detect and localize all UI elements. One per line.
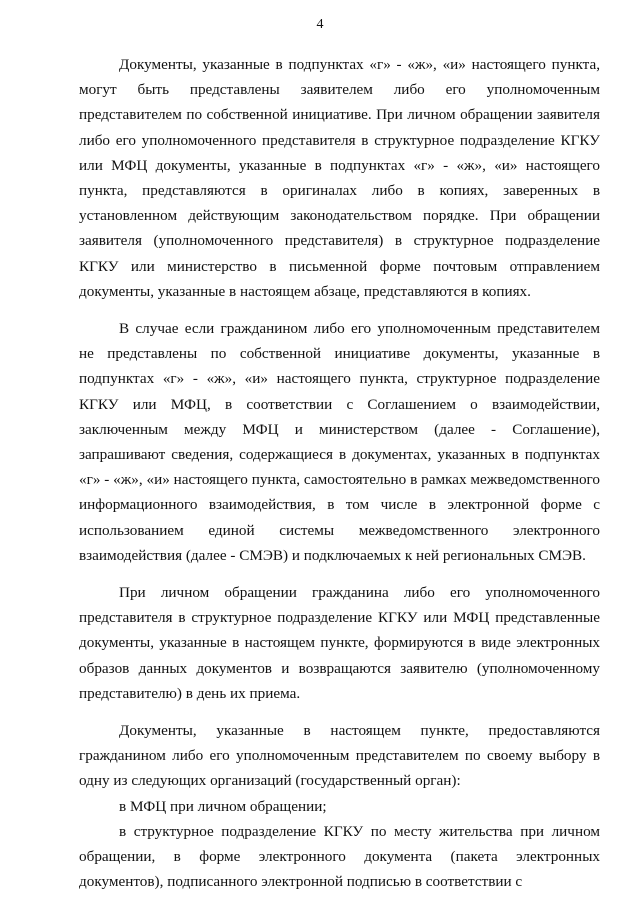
list-item-mfc: в МФЦ при личном обращении; — [119, 797, 327, 815]
paragraph-documents-submission: Документы, указанные в подпунктах «г» - «ж», «и» настоящего пункта, могут быть представлены заявителем либо его уполномоченным представителем по собственной инициативе. При личном обращении заявителя либо его уполномоченного представителя в структурное подразделение КГКУ или МФЦ документы, указанные в подпунктах «г» - «ж», «и» настоящего пункта, представляются в оригиналах либо в копиях, заверенных в установленном действующим законодательством порядке. При обращении заявителя (уполномоченного представителя) в структурное подразделение КГКУ или министерство в письменной форме почтовым отправлением документы, указанные в настоящем абзаце, представляются в копиях. — [79, 56, 600, 300]
paragraph-organization-choice: Документы, указанные в настоящем пункте, предоставляются гражданином либо его уполномоченным представителем по своему выбору в одну из следующих организаций (государственный орган): — [79, 722, 600, 790]
paragraph-interagency-request: В случае если гражданином либо его уполномоченным представителем не представлены по собственной инициативе документы, указанные в подпунктах «г» - «ж», «и» настоящего пункта, структурное подразделение КГКУ или МФЦ, в соответствии с Соглашением о взаимодействии, заключенным между МФЦ и министерством (далее - Соглашение), запрашивают сведения, содержащиеся в документах, указанных в подпунктах «г» - «ж», «и» настоящего пункта, самостоятельно в рамках межведомственного информационного взаимодействия, в том числе в электронной форме с использованием единой системы межведомственного электронного взаимодействия (далее - СМЭВ) и подключаемых к ней региональных СМЭВ. — [79, 320, 600, 564]
paragraph-electronic-images: При личном обращении гражданина либо его уполномоченного представителя в структурное подразделение КГКУ или МФЦ представленные документы, указанные в настоящем пункте, формируются в виде электронных образов данных документов и возвращаются заявителю (уполномоченному представителю) в день их приема. — [79, 584, 600, 702]
list-item-kgku: в структурное подразделение КГКУ по месту жительства при личном обращении, в форме электронного документа (пакета электронных документов), подписанного электронной подписью в соответствии с — [79, 822, 600, 891]
page-number: 4 — [316, 17, 324, 32]
